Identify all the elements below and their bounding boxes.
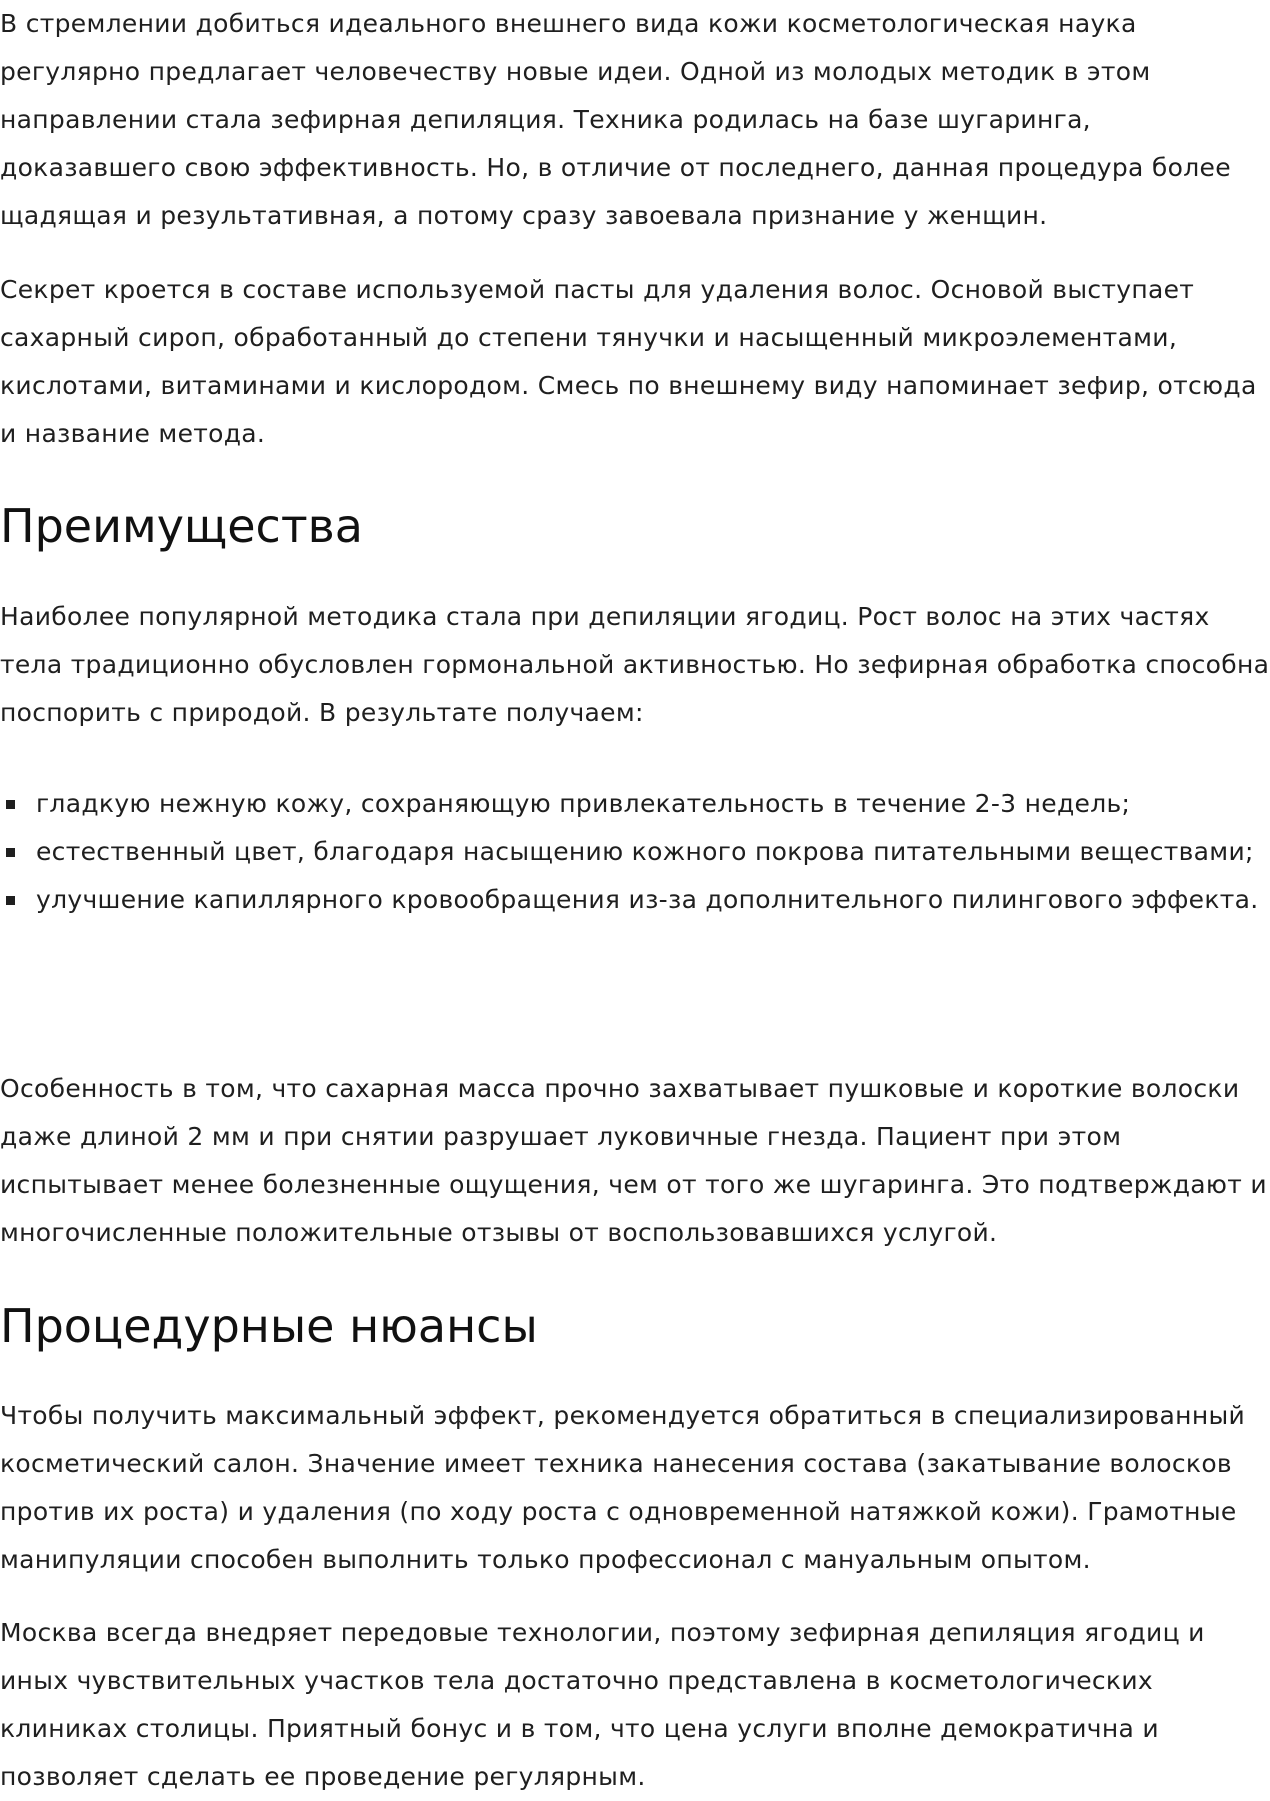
list-item-text: естественный цвет, благодаря насыщению кожного покрова питательными веществами;: [36, 837, 1254, 866]
list-item: [0, 780, 1270, 828]
list-item: [0, 828, 1270, 876]
procedure-paragraph: Чтобы получить максимальный эффект, рекомендуется обратиться в специализированный косметический салон. Значение имеет техника нанесения состава (закатывание волосков против их роста) и удаления (по ходу роста с одновременной натяжкой кожи). Грамотные манипуляции способен выполнить только профессионал с мануальным опытом.: [0, 1401, 1246, 1574]
section-heading-procedure: Процедурные нюансы: [0, 1299, 538, 1353]
advantages-list: [0, 780, 1270, 924]
list-item: [0, 876, 1270, 924]
advantages-paragraph: Наиболее популярной методика стала при депиляции ягодиц. Рост волос на этих частях тела традиционно обусловлен гормональной активностью. Но зефирная обработка способна поспорить с природой. В результате получаем:: [0, 602, 1270, 727]
feature-paragraph: Особенность в том, что сахарная масса прочно захватывает пушковые и короткие волоски даже длиной 2 мм и при снятии разрушает луковичные гнезда. Пациент при этом испытывает менее болезненные ощущения, чем от того же шугаринга. Это подтверждают и многочисленные положительные отзывы от воспользовавшихся услугой.: [0, 1074, 1267, 1247]
square-bullet-icon: [6, 896, 15, 905]
intro-paragraph: В стремлении добиться идеального внешнего вида кожи косметологическая наука регулярно предлагает человечеству новые идеи. Одной из молодых методик в этом направлении стала зефирная депиляция. Техника родилась на базе шугаринга, доказавшего свою эффективность. Но, в отличие от последнего, данная процедура более щадящая и результативная, а потому сразу завоевала признание у женщин.: [0, 9, 1231, 230]
square-bullet-icon: [6, 800, 15, 809]
moscow-paragraph: Москва всегда внедряет передовые технологии, поэтому зефирная депиляция ягодиц и иных чувствительных участков тела достаточно представлена в косметологических клиниках столицы. Приятный бонус и в том, что цена услуги вполне демократична и позволяет сделать ее проведение регулярным.: [0, 1618, 1205, 1791]
composition-paragraph: Секрет кроется в составе используемой пасты для удаления волос. Основой выступает сахарный сироп, обработанный до степени тянучки и насыщенный микроэлементами, кислотами, витаминами и кислородом. Смесь по внешнему виду напоминает зефир, отсюда и название метода.: [0, 275, 1257, 448]
square-bullet-icon: [6, 848, 15, 857]
section-heading-advantages: Преимущества: [0, 499, 363, 553]
list-item-text: улучшение капиллярного кровообращения из-за дополнительного пилингового эффекта.: [36, 885, 1259, 914]
list-item-text: гладкую нежную кожу, сохраняющую привлекательность в течение 2-3 недель;: [36, 789, 1131, 818]
